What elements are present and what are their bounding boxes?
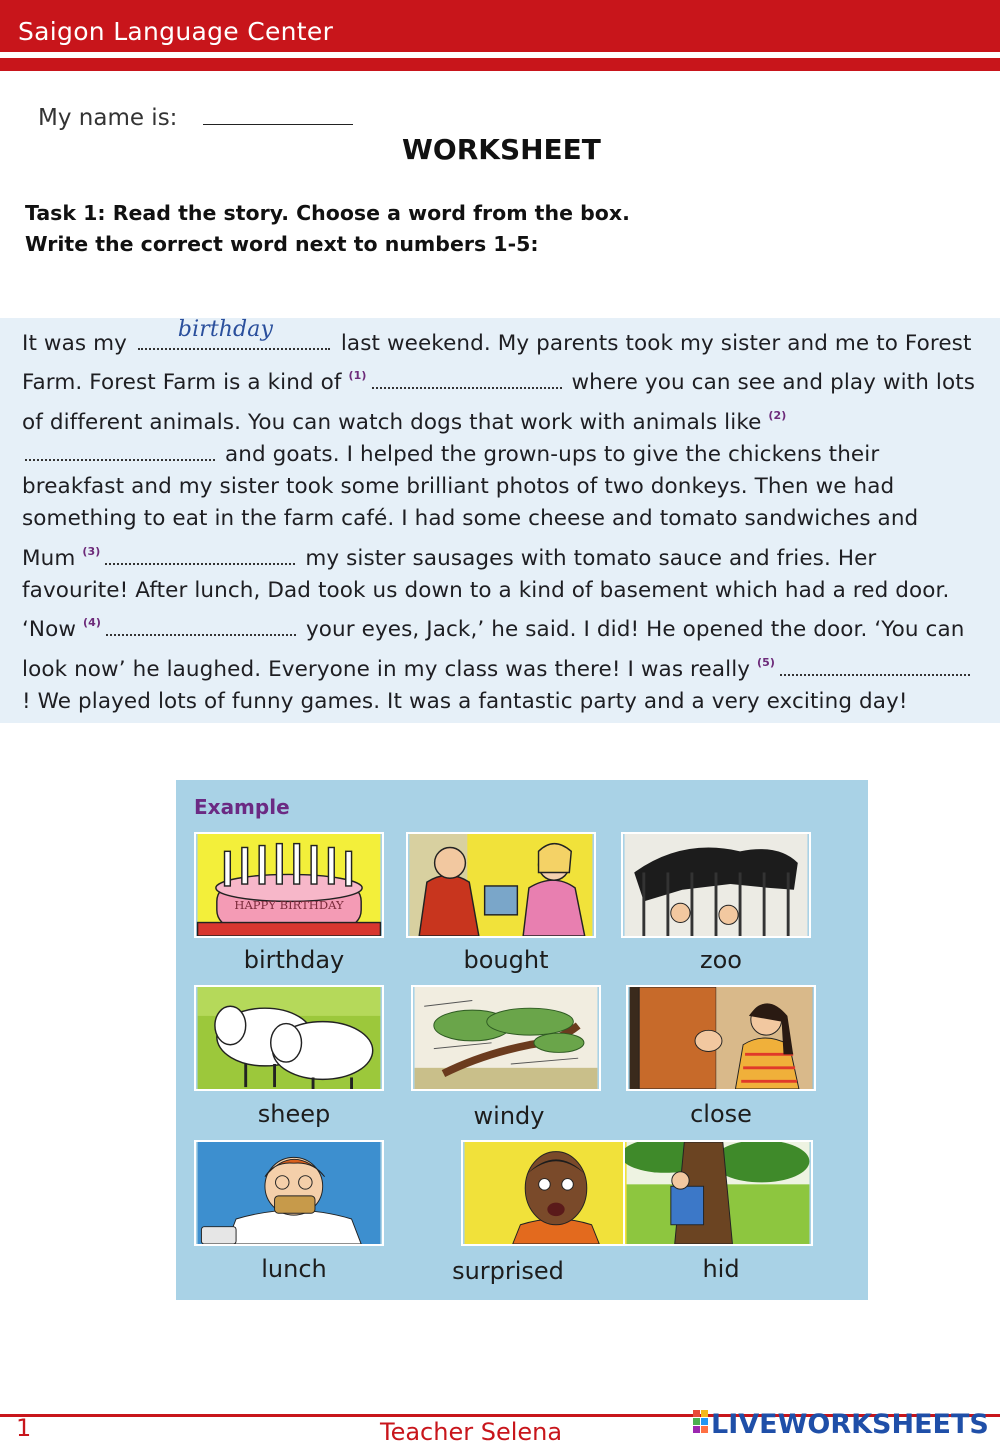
story-segment: where you can see and play with lots of different animals. You can watch dogs that work with animals like (22, 370, 976, 435)
blank-number-3: (3) (82, 544, 101, 558)
boy-hiding-behind-tree-picture (623, 1140, 813, 1246)
name-label: My name is: (38, 105, 178, 131)
story-segment: ! We played lots of funny games. It was a fantastic party and a very exciting day! (22, 688, 908, 714)
answer-blank-5[interactable] (780, 658, 970, 676)
blank-number-1: (1) (348, 369, 367, 383)
example-blank (138, 317, 330, 350)
story-segment: It was my (22, 331, 127, 356)
header-band (0, 0, 1000, 52)
name-input-line[interactable] (203, 124, 353, 125)
story-segment: your eyes, Jack,’ he said. I did! He opened the door. ‘You can look now’ he laughed. Everyone in my class was there! I was really (22, 617, 965, 682)
word-lunch: lunch (261, 1255, 327, 1283)
teacher-name: Teacher Selena (380, 1418, 563, 1444)
sheep-picture (194, 985, 384, 1091)
blank-number-5: (5) (757, 655, 776, 669)
svg-text:HAPPY BIRTHDAY: HAPPY BIRTHDAY (234, 898, 344, 913)
windy-tree-picture (411, 985, 601, 1091)
word-windy: windy (473, 1102, 545, 1130)
closing-door-picture (626, 985, 816, 1091)
answer-blank-1[interactable] (372, 371, 562, 389)
word-zoo: zoo (700, 946, 742, 974)
answer-blank-3[interactable] (105, 547, 295, 565)
word-bought: bought (463, 946, 549, 974)
blank-number-2: (2) (768, 408, 787, 422)
word-surprised: surprised (452, 1257, 564, 1285)
brand-text: LIVEWORKSHEETS (711, 1409, 989, 1437)
word-hid: hid (702, 1255, 740, 1283)
zoo-panther-picture (621, 832, 811, 938)
liveworksheets-logo (693, 1405, 993, 1437)
story-segment: last weekend. My parents took my sister and me to Forest Farm. Forest Farm is a kind of (22, 331, 972, 396)
example-answer: birthday (177, 317, 273, 342)
boy-eating-sandwich-picture (194, 1140, 384, 1246)
blank-number-4: (4) (83, 616, 102, 630)
header-rule (0, 58, 1000, 71)
birthday-cake-picture (194, 832, 384, 938)
page-number: 1 (16, 1414, 32, 1442)
task-instruction-line-2: Write the correct word next to numbers 1-5: (25, 232, 539, 256)
worksheet-title: WORKSHEET (402, 133, 601, 166)
story-text (22, 317, 978, 718)
story-segment: my sister sausages with tomato sauce and fries. Her favourite! After lunch, Dad took us down to a kind of basement which had a red door. ‘Now (22, 545, 950, 643)
answer-blank-4[interactable] (106, 618, 296, 636)
story-segment: and goats. I helped the grown-ups to give the chickens their breakfast and my sister took some brilliant photos of two donkeys. Then we had something to eat in the farm café. I had some cheese and tomato sandwiches and Mum (22, 441, 919, 571)
answer-blank-2[interactable] (25, 443, 215, 461)
task-instruction-line-1: Task 1: Read the story. Choose a word from the box. (25, 201, 630, 225)
example-label: Example (194, 795, 290, 819)
shop-purchase-picture (406, 832, 596, 938)
story-box (0, 318, 1000, 723)
center-name: Saigon Language Center (18, 17, 334, 46)
word-birthday: birthday (243, 946, 345, 974)
word-sheep: sheep (257, 1100, 331, 1128)
word-close: close (690, 1100, 752, 1128)
